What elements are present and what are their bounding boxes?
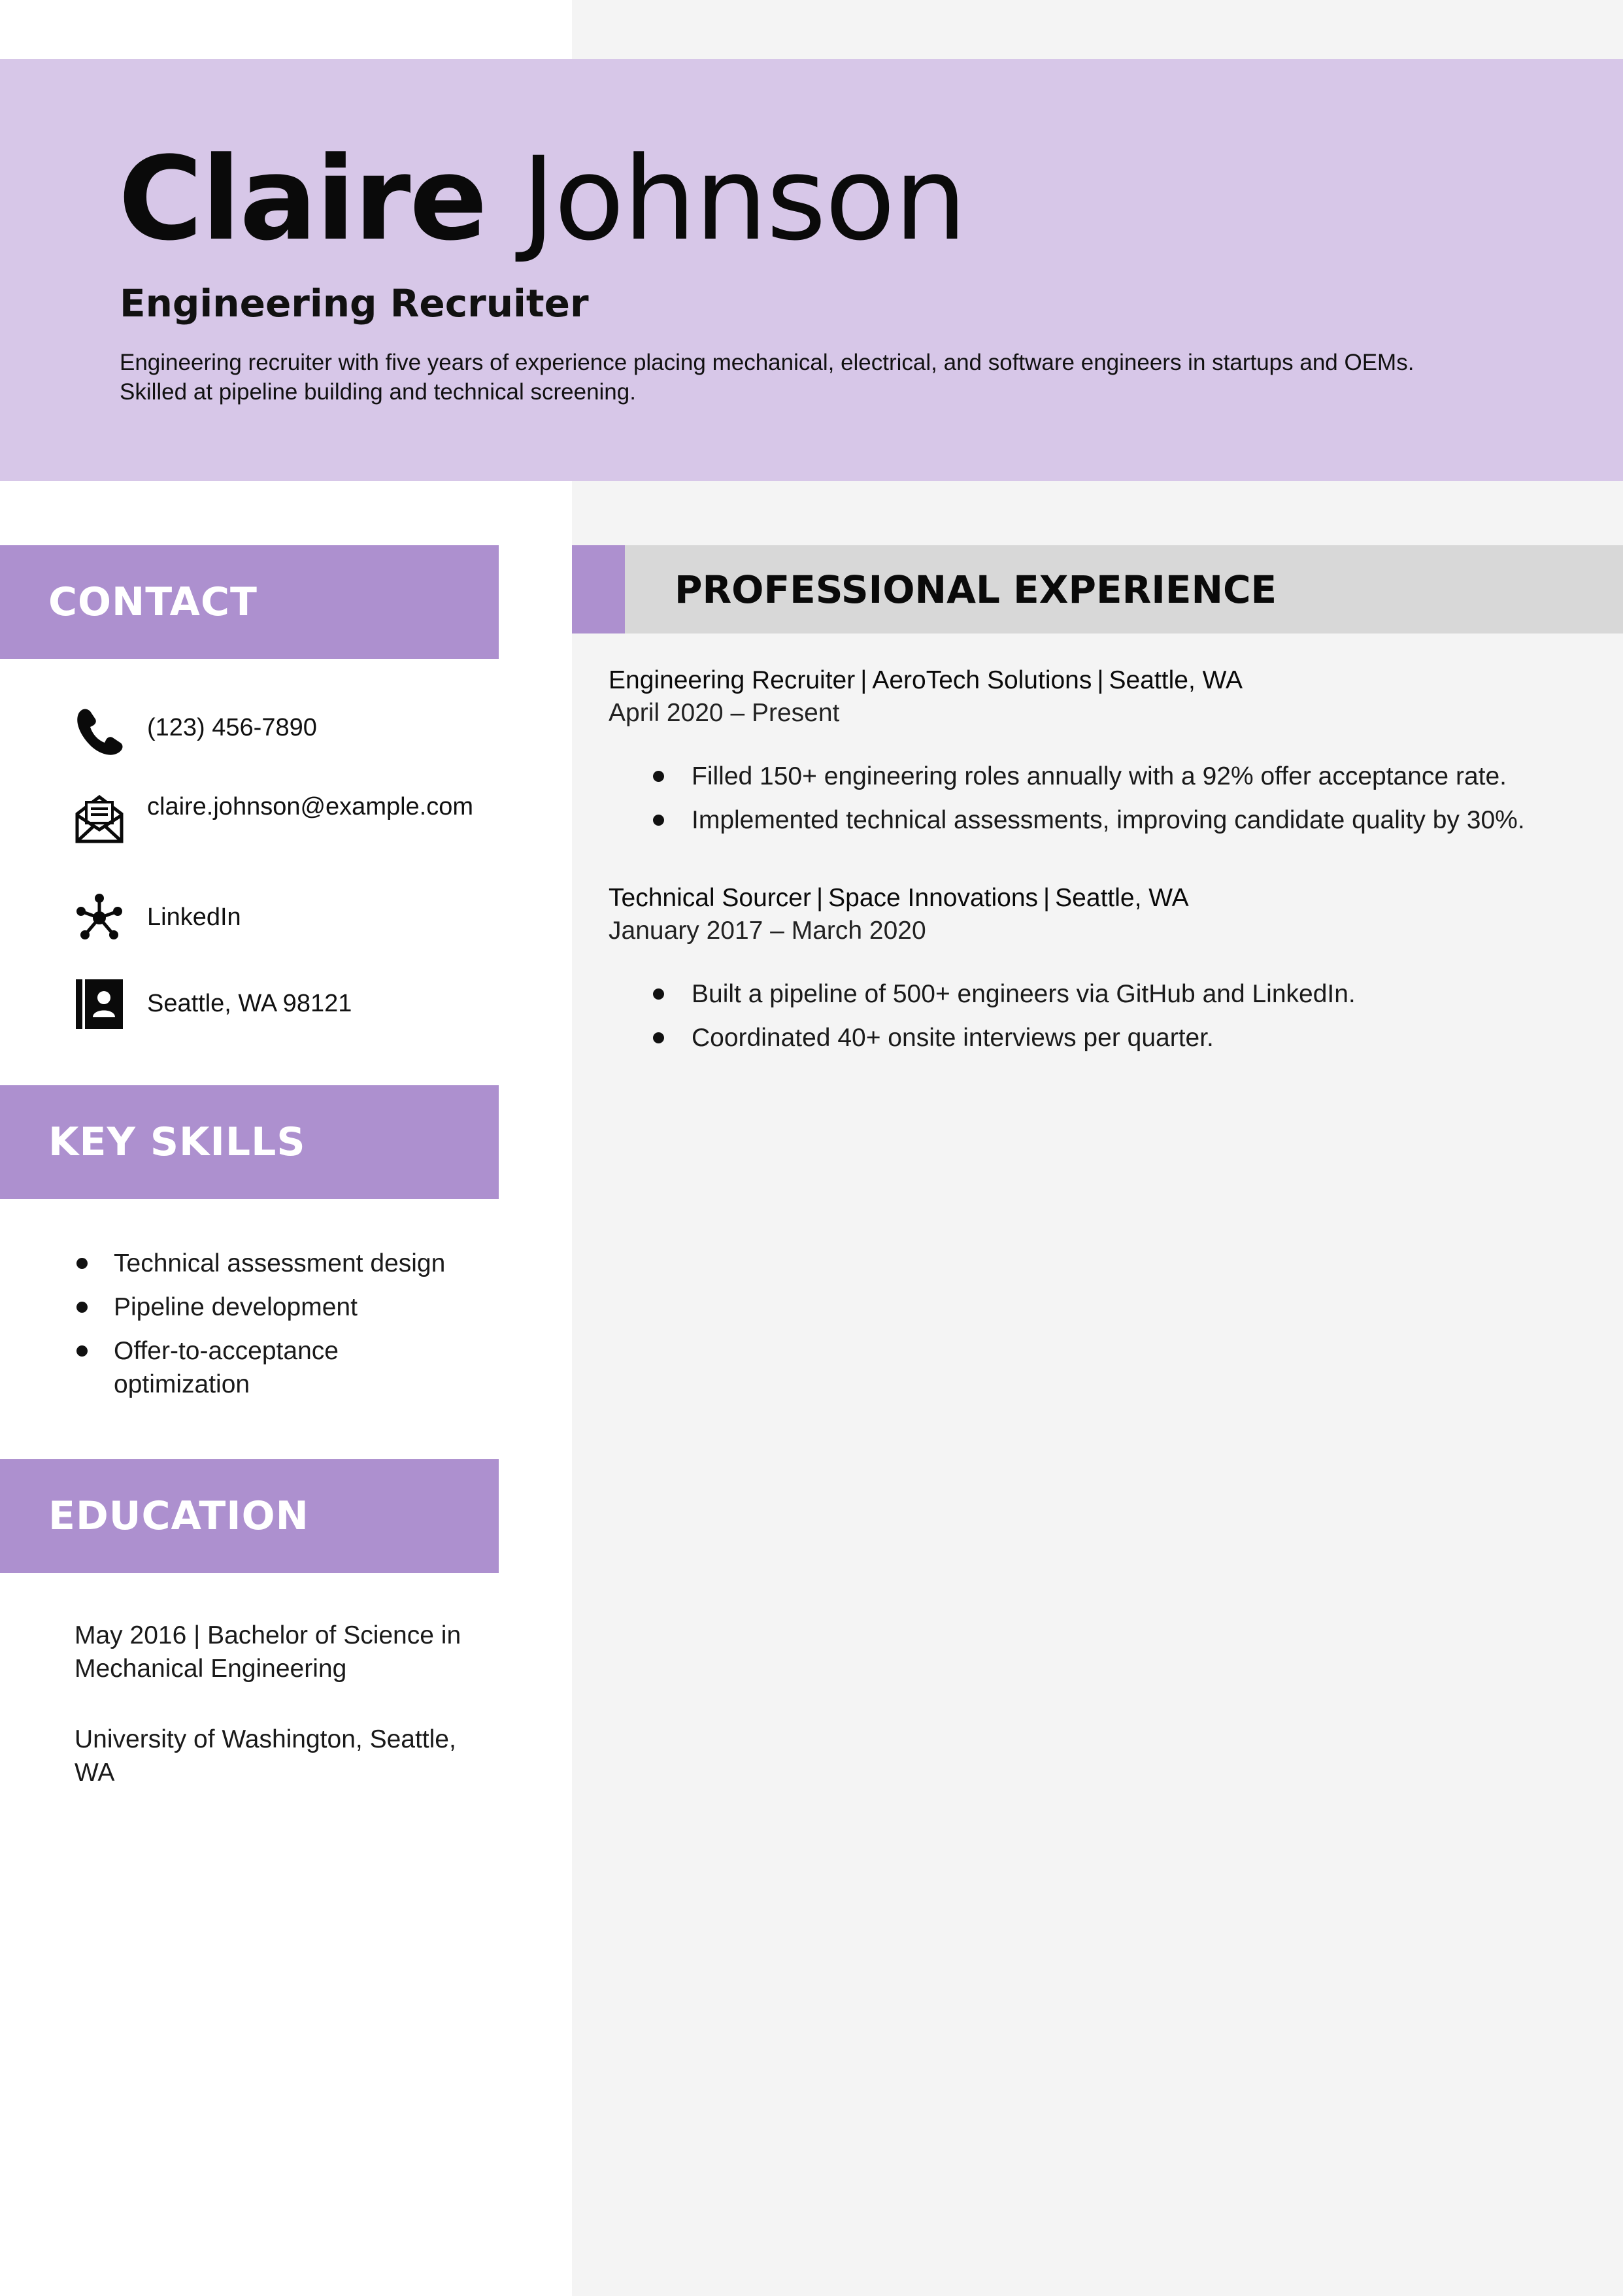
job-location: Seattle, WA [1109, 666, 1243, 694]
job-bullet: Built a pipeline of 500+ engineers via GitHub and LinkedIn. [609, 977, 1589, 1011]
email-text: claire.johnson@example.com [147, 793, 474, 820]
job-heading: Engineering Recruiter | AeroTech Solutions | Seattle, WA [609, 666, 1243, 694]
job-company: AeroTech Solutions [872, 666, 1092, 694]
job-title: Engineering Recruiter [609, 666, 856, 694]
job-location: Seattle, WA [1055, 884, 1189, 912]
summary [120, 348, 1545, 407]
skill-item: Pipeline development [73, 1291, 545, 1324]
skills-section-header [0, 1085, 499, 1199]
job-bullet: Coordinated 40+ onsite interviews per quarter. [609, 1021, 1589, 1055]
job-bullets [609, 977, 1589, 1055]
address-text: Seattle, WA 98121 [147, 990, 352, 1017]
job-dates: January 2017 – March 2020 [609, 917, 926, 945]
education-degree: May 2016 | Bachelor of Science in Mechanical Engineering [75, 1621, 461, 1683]
skill-item: Offer-to-acceptance optimization [73, 1334, 427, 1401]
job-heading: Technical Sourcer | Space Innovations | Seattle, WA [609, 884, 1189, 912]
skills-heading: KEY SKILLS [48, 1119, 306, 1165]
summary-line: Skilled at pipeline building and technical screening. [120, 379, 636, 405]
job-bullet: Implemented technical assessments, improving candidate quality by 30%. [609, 803, 1589, 837]
job-title: Technical Sourcer [609, 884, 811, 912]
contact-section-header [0, 545, 499, 659]
education-section-header [0, 1459, 499, 1573]
experience-header-accent [572, 545, 625, 633]
phone-icon [73, 705, 125, 757]
phone-text: (123) 456-7890 [147, 714, 317, 741]
mail-icon [73, 792, 125, 844]
first-name: Claire [118, 132, 486, 266]
job-company: Space Innovations [828, 884, 1039, 912]
skills-list [73, 1247, 545, 1411]
last-name: Johnson [521, 132, 966, 266]
job-entry [609, 664, 1589, 847]
skill-item: Technical assessment design [73, 1247, 545, 1280]
job-dates: April 2020 – Present [609, 699, 840, 727]
summary-line: Engineering recruiter with five years of experience placing mechanical, electrical, and software engineers in startups and OEMs. [120, 350, 1414, 375]
network-icon [73, 892, 125, 944]
contact-heading: CONTACT [48, 579, 258, 625]
job-bullets [609, 760, 1589, 837]
education-heading: EDUCATION [48, 1493, 309, 1539]
job-title: Engineering Recruiter [120, 281, 589, 326]
experience-section-header [572, 545, 1623, 633]
experience-heading: PROFESSIONAL EXPERIENCE [675, 567, 1277, 612]
candidate-name [118, 127, 965, 271]
job-entry [609, 882, 1589, 1065]
address-book-icon [73, 978, 125, 1030]
education-school: University of Washington, Seattle, WA [75, 1725, 456, 1787]
job-bullet: Filled 150+ engineering roles annually with a 92% offer acceptance rate. [609, 760, 1589, 793]
linkedin-text[interactable]: LinkedIn [147, 903, 241, 931]
